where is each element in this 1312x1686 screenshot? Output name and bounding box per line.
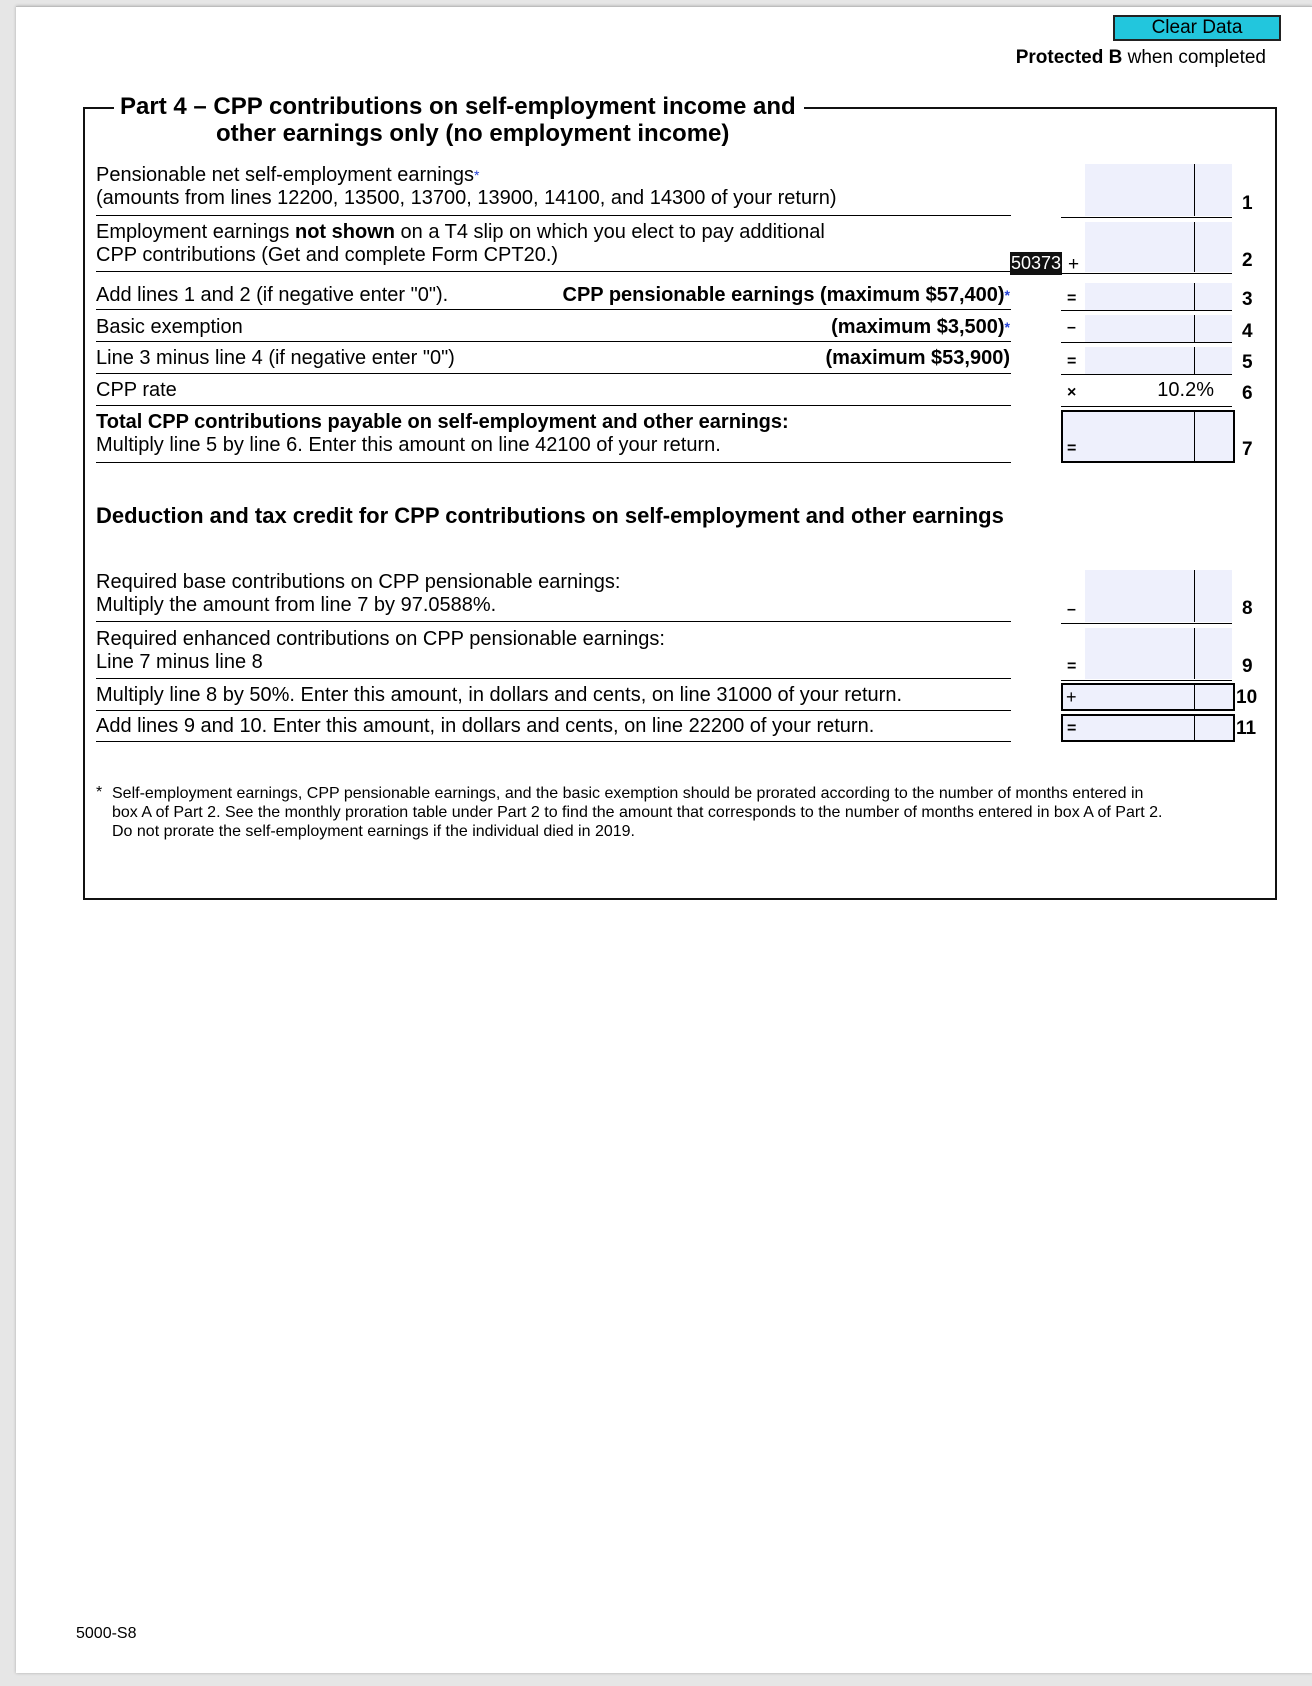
line4-cents-field[interactable] — [1194, 315, 1232, 342]
line-number-1: 1 — [1242, 193, 1253, 214]
line7-sublabel: Multiply line 5 by line 6. Enter this amount on line 42100 of your return. — [96, 434, 721, 456]
line-number-5: 5 — [1242, 352, 1253, 373]
line2-sublabel: CPP contributions (Get and complete Form CPT20.) — [96, 244, 559, 266]
line5-cents-field[interactable] — [1194, 347, 1232, 374]
line9-sublabel: Line 7 minus line 8 — [96, 651, 263, 673]
part4-title-line2: other earnings only (no employment income) — [216, 120, 730, 147]
minus-operator: – — [1067, 601, 1076, 618]
protected-b-suffix: when completed — [1122, 47, 1266, 68]
line-number-10: 10 — [1236, 687, 1258, 708]
line2-label-pre: Employment earnings — [96, 221, 295, 243]
line4-label: Basic exemption — [96, 316, 243, 338]
line-number-2: 2 — [1242, 250, 1253, 271]
line1-sublabel: (amounts from lines 12200, 13500, 13700, 13900, 14100, and 14300 of your return) — [96, 187, 837, 209]
row-rule — [96, 462, 1011, 463]
protected-b-label: Protected B — [1015, 47, 1123, 68]
line1-label — [96, 164, 479, 187]
plus-operator: + — [1068, 254, 1080, 275]
line2-label — [96, 221, 825, 244]
line3-max-label — [516, 284, 1010, 307]
line-code-50373: 50373 — [1011, 253, 1062, 273]
form-page — [16, 6, 1312, 1673]
field-baseline — [1061, 374, 1232, 375]
line10-cents-field[interactable] — [1194, 685, 1232, 709]
line9-cents-field[interactable] — [1194, 628, 1232, 679]
footnote-line1: Self-employment earnings, CPP pensionable earnings, and the basic exemption should be prorated according to the number of months entered in — [112, 785, 1144, 802]
line-number-7: 7 — [1242, 439, 1253, 460]
footnote-line2: box A of Part 2. See the monthly proration table under Part 2 to find the amount that corresponds to the number of months entered in box A of Part 2. — [112, 804, 1163, 821]
line4-max-label — [616, 316, 1010, 339]
part4-title-line1: Part 4 – CPP contributions on self-employment income and — [120, 93, 796, 120]
footnote-line3: Do not prorate the self-employment earnings if the individual died in 2019. — [112, 823, 635, 840]
line2-label-post: on a T4 slip on which you elect to pay additional — [394, 221, 825, 243]
line-number-8: 8 — [1242, 598, 1253, 619]
line1-label-text: Pensionable net self-employment earnings — [96, 164, 474, 186]
line5-max-label: (maximum $53,900) — [825, 347, 1010, 369]
asterisk-marker: * — [1004, 319, 1010, 335]
line-number-11: 11 — [1236, 718, 1257, 739]
asterisk-marker: * — [474, 167, 480, 183]
line7-cents-field[interactable] — [1194, 412, 1232, 461]
row-rule — [96, 271, 1011, 272]
field-baseline — [1061, 342, 1232, 343]
protected-b-notice — [1016, 47, 1266, 69]
row-rule — [96, 341, 1011, 342]
deduction-heading: Deduction and tax credit for CPP contributions on self-employment and other earnings — [96, 503, 1004, 528]
row-rule — [96, 309, 1011, 310]
footnote-asterisk: * — [96, 784, 103, 801]
line7-label: Total CPP contributions payable on self-employment and other earnings: — [96, 411, 789, 433]
line1-cents-field[interactable] — [1194, 164, 1232, 216]
line10-label: Multiply line 8 by 50%. Enter this amount, in dollars and cents, on line 31000 of your return. — [96, 684, 903, 706]
line2-cents-field[interactable] — [1194, 222, 1232, 272]
equals-operator: = — [1067, 658, 1077, 675]
line8-sublabel: Multiply the amount from line 7 by 97.0588%. — [96, 594, 497, 616]
equals-operator: = — [1067, 720, 1077, 737]
line8-cents-field[interactable] — [1194, 570, 1232, 622]
equals-operator: = — [1067, 353, 1077, 370]
line-number-6: 6 — [1242, 383, 1253, 404]
line3-cents-field[interactable] — [1194, 283, 1232, 310]
plus-operator: + — [1066, 687, 1077, 707]
clear-data-button[interactable]: Clear Data — [1113, 15, 1281, 41]
line8-label: Required base contributions on CPP pensionable earnings: — [96, 571, 621, 593]
line-number-9: 9 — [1242, 656, 1253, 677]
line4-max-text: (maximum $3,500) — [831, 316, 1005, 338]
row-rule — [96, 678, 1011, 679]
field-baseline — [1061, 680, 1232, 681]
cpp-rate-value: 10.2% — [1157, 379, 1214, 401]
line3-max-text: CPP pensionable earnings (maximum $57,400) — [562, 284, 1005, 306]
equals-operator: = — [1067, 290, 1077, 307]
line-number-4: 4 — [1242, 321, 1253, 342]
row-rule — [96, 215, 1011, 216]
line5-label: Line 3 minus line 4 (if negative enter "0") — [96, 347, 455, 369]
field-baseline — [1061, 310, 1232, 311]
row-rule — [96, 373, 1011, 374]
footnote-text — [112, 784, 1162, 841]
minus-operator: – — [1067, 319, 1076, 336]
field-baseline — [1061, 273, 1232, 274]
line11-cents-field[interactable] — [1194, 716, 1232, 740]
line9-label: Required enhanced contributions on CPP pensionable earnings: — [96, 628, 665, 650]
row-rule — [96, 710, 1011, 711]
line11-label: Add lines 9 and 10. Enter this amount, in dollars and cents, on line 22200 of your return. — [96, 715, 875, 737]
part4-title — [114, 93, 804, 147]
times-operator: × — [1067, 384, 1077, 401]
row-rule — [96, 621, 1011, 622]
row-rule — [96, 741, 1011, 742]
field-baseline — [1061, 217, 1232, 218]
line-number-3: 3 — [1242, 289, 1253, 310]
line6-label: CPP rate — [96, 379, 177, 401]
field-baseline — [1061, 406, 1232, 407]
field-baseline — [1061, 623, 1232, 624]
line2-label-bold: not shown — [294, 221, 395, 243]
row-rule — [96, 405, 1011, 406]
asterisk-marker: * — [1004, 287, 1010, 303]
line3-label: Add lines 1 and 2 (if negative enter "0"). — [96, 284, 449, 306]
equals-operator: = — [1067, 440, 1077, 457]
form-id: 5000-S8 — [76, 1625, 137, 1642]
